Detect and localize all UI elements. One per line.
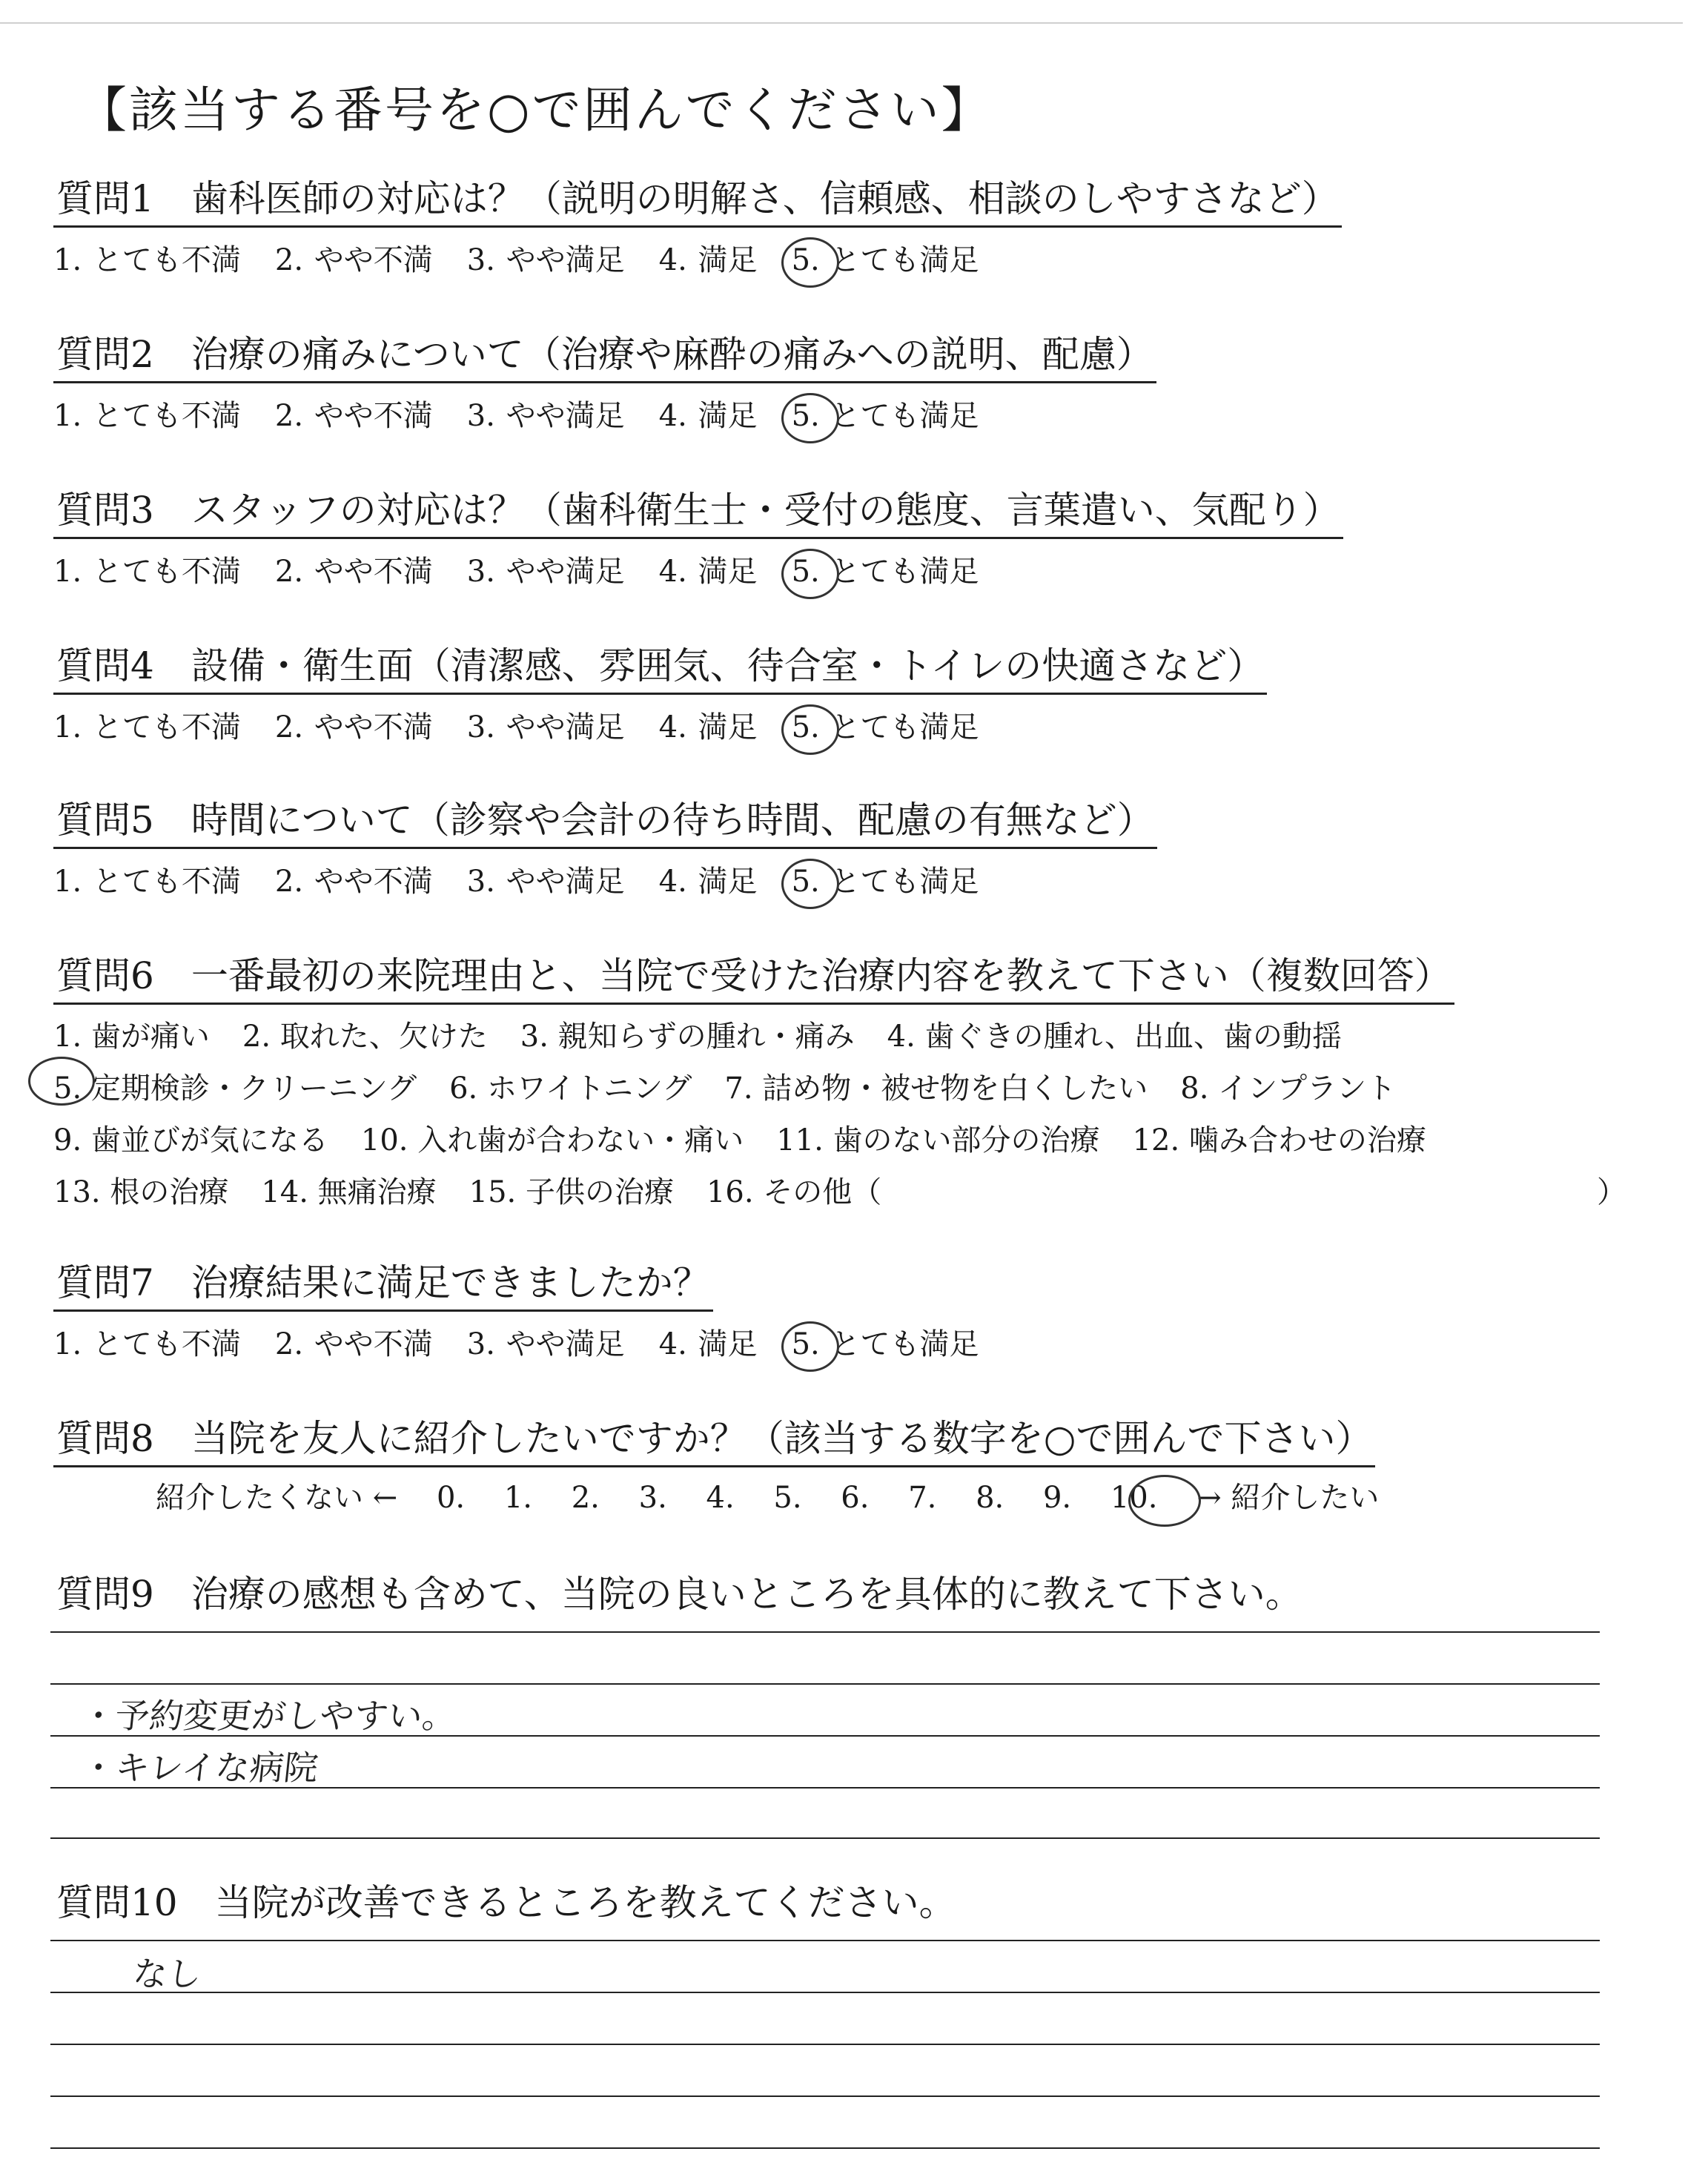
selection-circle [781, 859, 839, 909]
option-3[interactable]: 3. 親知らずの腫れ・痛み [520, 1020, 855, 1054]
option-2[interactable]: 2. やや不満 [274, 1327, 433, 1361]
answer-line [50, 1992, 1600, 1993]
option-5-selected[interactable]: 5. 定期検診・クリーニング [53, 1063, 417, 1114]
question-title: 質問8 当院を友人に紹介したいですか？（該当する数字を○で囲んで下さい） [53, 1409, 1375, 1467]
answer-line [50, 2147, 1600, 2149]
rating-options: 1. とても不満 2. やや不満 3. やや満足 4. 満足 5. とても満足 [53, 858, 1157, 900]
option-1[interactable]: 1. とても不満 [53, 1327, 241, 1361]
rating-options: 1. とても不満 2. やや不満 3. やや満足 4. 満足 5. とても満足 [53, 237, 1342, 279]
answer-line [50, 1837, 1600, 1839]
scale-1[interactable]: 1. [503, 1481, 533, 1515]
scale-5[interactable]: 5. [773, 1481, 802, 1515]
recommend-scale [156, 1474, 1379, 1516]
scale-4[interactable]: 4. [706, 1481, 735, 1515]
question-title: 質問1 歯科医師の対応は？（説明の明解さ、信頼感、相談のしやすさなど） [53, 169, 1342, 228]
selection-circle [1128, 1475, 1201, 1527]
scale-8[interactable]: 8. [976, 1481, 1004, 1515]
option-4[interactable]: 4. 満足 [658, 555, 758, 589]
option-2[interactable]: 2. やや不満 [274, 865, 433, 899]
page-title: 【該当する番号を○で囲んでください】 [78, 82, 993, 139]
handwritten-answer: なし [130, 1954, 204, 1994]
scale-3[interactable]: 3. [638, 1481, 667, 1515]
selection-circle [781, 393, 839, 443]
option-1[interactable]: 1. とても不満 [53, 555, 241, 589]
option-4[interactable]: 4. 満足 [658, 1327, 758, 1361]
question-10 [53, 1873, 959, 1929]
question-7 [53, 1253, 979, 1363]
selection-circle [781, 704, 839, 755]
scale-7[interactable]: 7. [908, 1481, 937, 1515]
rating-options: 1. とても不満 2. やや不満 3. やや満足 4. 満足 5. とても満足 [53, 548, 1343, 590]
option-4[interactable]: 4. 満足 [658, 710, 758, 744]
answer-line [50, 2095, 1600, 2097]
question-1 [53, 169, 1342, 279]
question-title: 質問10 当院が改善できるところを教えてください。 [56, 1881, 956, 1924]
answer-line [50, 1631, 1600, 1633]
option-11[interactable]: 11. 歯のない部分の治療 [776, 1123, 1100, 1157]
rating-options: 1. とても不満 2. やや不満 3. やや満足 4. 満足 5. とても満足 [53, 704, 1267, 746]
rating-options: 1. とても不満 2. やや不満 3. やや満足 4. 満足 5. とても満足 [53, 1321, 979, 1363]
treatment-options [53, 1011, 1626, 1218]
option-3[interactable]: 3. やや満足 [466, 1327, 625, 1361]
option-5-selected[interactable]: 5. [792, 555, 820, 589]
selection-circle [781, 549, 839, 599]
option-3[interactable]: 3. やや満足 [466, 243, 625, 277]
scale-6[interactable]: 6. [841, 1481, 870, 1515]
other-close-paren: ） [1597, 1175, 1626, 1209]
question-title: 質問7 治療結果に満足できましたか？ [53, 1253, 713, 1312]
scan-top-edge [0, 22, 1683, 24]
option-2[interactable]: 2. 取れた、欠けた [242, 1020, 488, 1054]
option-9[interactable]: 9. 歯並びが気になる [53, 1123, 328, 1157]
option-1[interactable]: 1. とても不満 [53, 243, 241, 277]
option-5-selected[interactable]: 5. [792, 399, 820, 433]
option-1[interactable]: 1. 歯が痛い [53, 1020, 210, 1054]
option-4[interactable]: 4. 満足 [658, 865, 758, 899]
scale-2[interactable]: 2. [571, 1481, 600, 1515]
options-row [53, 1114, 1454, 1166]
answer-line [50, 1940, 1600, 1941]
selection-circle [781, 237, 839, 288]
scale-9[interactable]: 9. [1042, 1481, 1072, 1515]
answer-line [50, 2044, 1600, 2045]
scale-10-selected[interactable]: 10. [1110, 1481, 1158, 1515]
option-4[interactable]: 4. 満足 [658, 243, 758, 277]
question-title: 質問6 一番最初の来院理由と、当院で受けた治療内容を教えて下さい（複数回答） [53, 946, 1454, 1005]
option-1[interactable]: 1. とても不満 [53, 710, 241, 744]
option-10[interactable]: 10. 入れ歯が合わない・痛い [360, 1123, 744, 1157]
option-2[interactable]: 2. やや不満 [274, 555, 433, 589]
answer-line [50, 1683, 1600, 1685]
question-title: 質問3 スタッフの対応は？（歯科衛生士・受付の態度、言葉遣い、気配り） [53, 480, 1343, 539]
option-8[interactable]: 8. インプラント [1180, 1071, 1397, 1106]
option-5-selected[interactable]: 5. [792, 1327, 820, 1361]
option-7[interactable]: 7. 詰め物・被せ物を白くしたい [724, 1071, 1148, 1106]
question-4 [53, 636, 1267, 746]
option-5-selected[interactable]: 5. [792, 710, 820, 744]
question-9 [53, 1565, 1305, 1621]
option-1[interactable]: 1. とても不満 [53, 865, 241, 899]
option-2[interactable]: 2. やや不満 [274, 710, 433, 744]
option-4[interactable]: 4. 満足 [658, 399, 758, 433]
question-title: 質問4 設備・衛生面（清潔感、雰囲気、待合室・トイレの快適さなど） [53, 636, 1267, 695]
option-15[interactable]: 15. 子供の治療 [469, 1175, 674, 1209]
options-row [53, 1166, 1626, 1218]
options-row [53, 1063, 1454, 1114]
option-6[interactable]: 6. ホワイトニング [449, 1071, 692, 1106]
scale-0[interactable]: 0. [436, 1481, 466, 1515]
rating-options: 1. とても不満 2. やや不満 3. やや満足 4. 満足 5. とても満足 [53, 392, 1156, 435]
question-title: 質問2 治療の痛みについて（治療や麻酔の痛みへの説明、配慮） [53, 325, 1156, 383]
option-12[interactable]: 12. 噛み合わせの治療 [1132, 1123, 1426, 1157]
question-6 [53, 946, 1626, 1218]
question-5 [53, 790, 1157, 900]
option-5-selected[interactable]: 5. [792, 865, 820, 899]
handwritten-answer: ・予約変更がしやすい。 [79, 1696, 459, 1736]
option-3[interactable]: 3. やや満足 [466, 555, 625, 589]
options-row [53, 1011, 1454, 1063]
handwritten-answer: ・キレイな病院 [79, 1748, 320, 1788]
selection-circle [28, 1057, 95, 1106]
option-2[interactable]: 2. やや不満 [274, 399, 433, 433]
option-16-other[interactable]: 16. その他（ [706, 1175, 882, 1209]
option-14[interactable]: 14. 無痛治療 [261, 1175, 437, 1209]
option-3[interactable]: 3. やや満足 [466, 399, 625, 433]
option-1[interactable]: 1. とても不満 [53, 399, 241, 433]
question-3 [53, 480, 1343, 590]
question-title: 質問5 時間について（診察や会計の待ち時間、配慮の有無など） [53, 790, 1157, 849]
option-3[interactable]: 3. やや満足 [466, 710, 625, 744]
question-title: 質問9 治療の感想も含めて、当院の良いところを具体的に教えて下さい。 [56, 1573, 1302, 1616]
option-13[interactable]: 13. 根の治療 [53, 1175, 229, 1209]
option-5-selected[interactable]: 5. [792, 243, 820, 277]
option-3[interactable]: 3. やや満足 [466, 865, 625, 899]
selection-circle [781, 1321, 839, 1372]
question-2 [53, 325, 1156, 435]
scale-left-label: 紹介したくない ← [156, 1481, 398, 1515]
option-2[interactable]: 2. やや不満 [274, 243, 433, 277]
question-8 [53, 1409, 1375, 1467]
option-4[interactable]: 4. 歯ぐきの腫れ、出血、歯の動揺 [887, 1020, 1342, 1054]
scale-right-label: → 紹介したい [1196, 1481, 1380, 1515]
